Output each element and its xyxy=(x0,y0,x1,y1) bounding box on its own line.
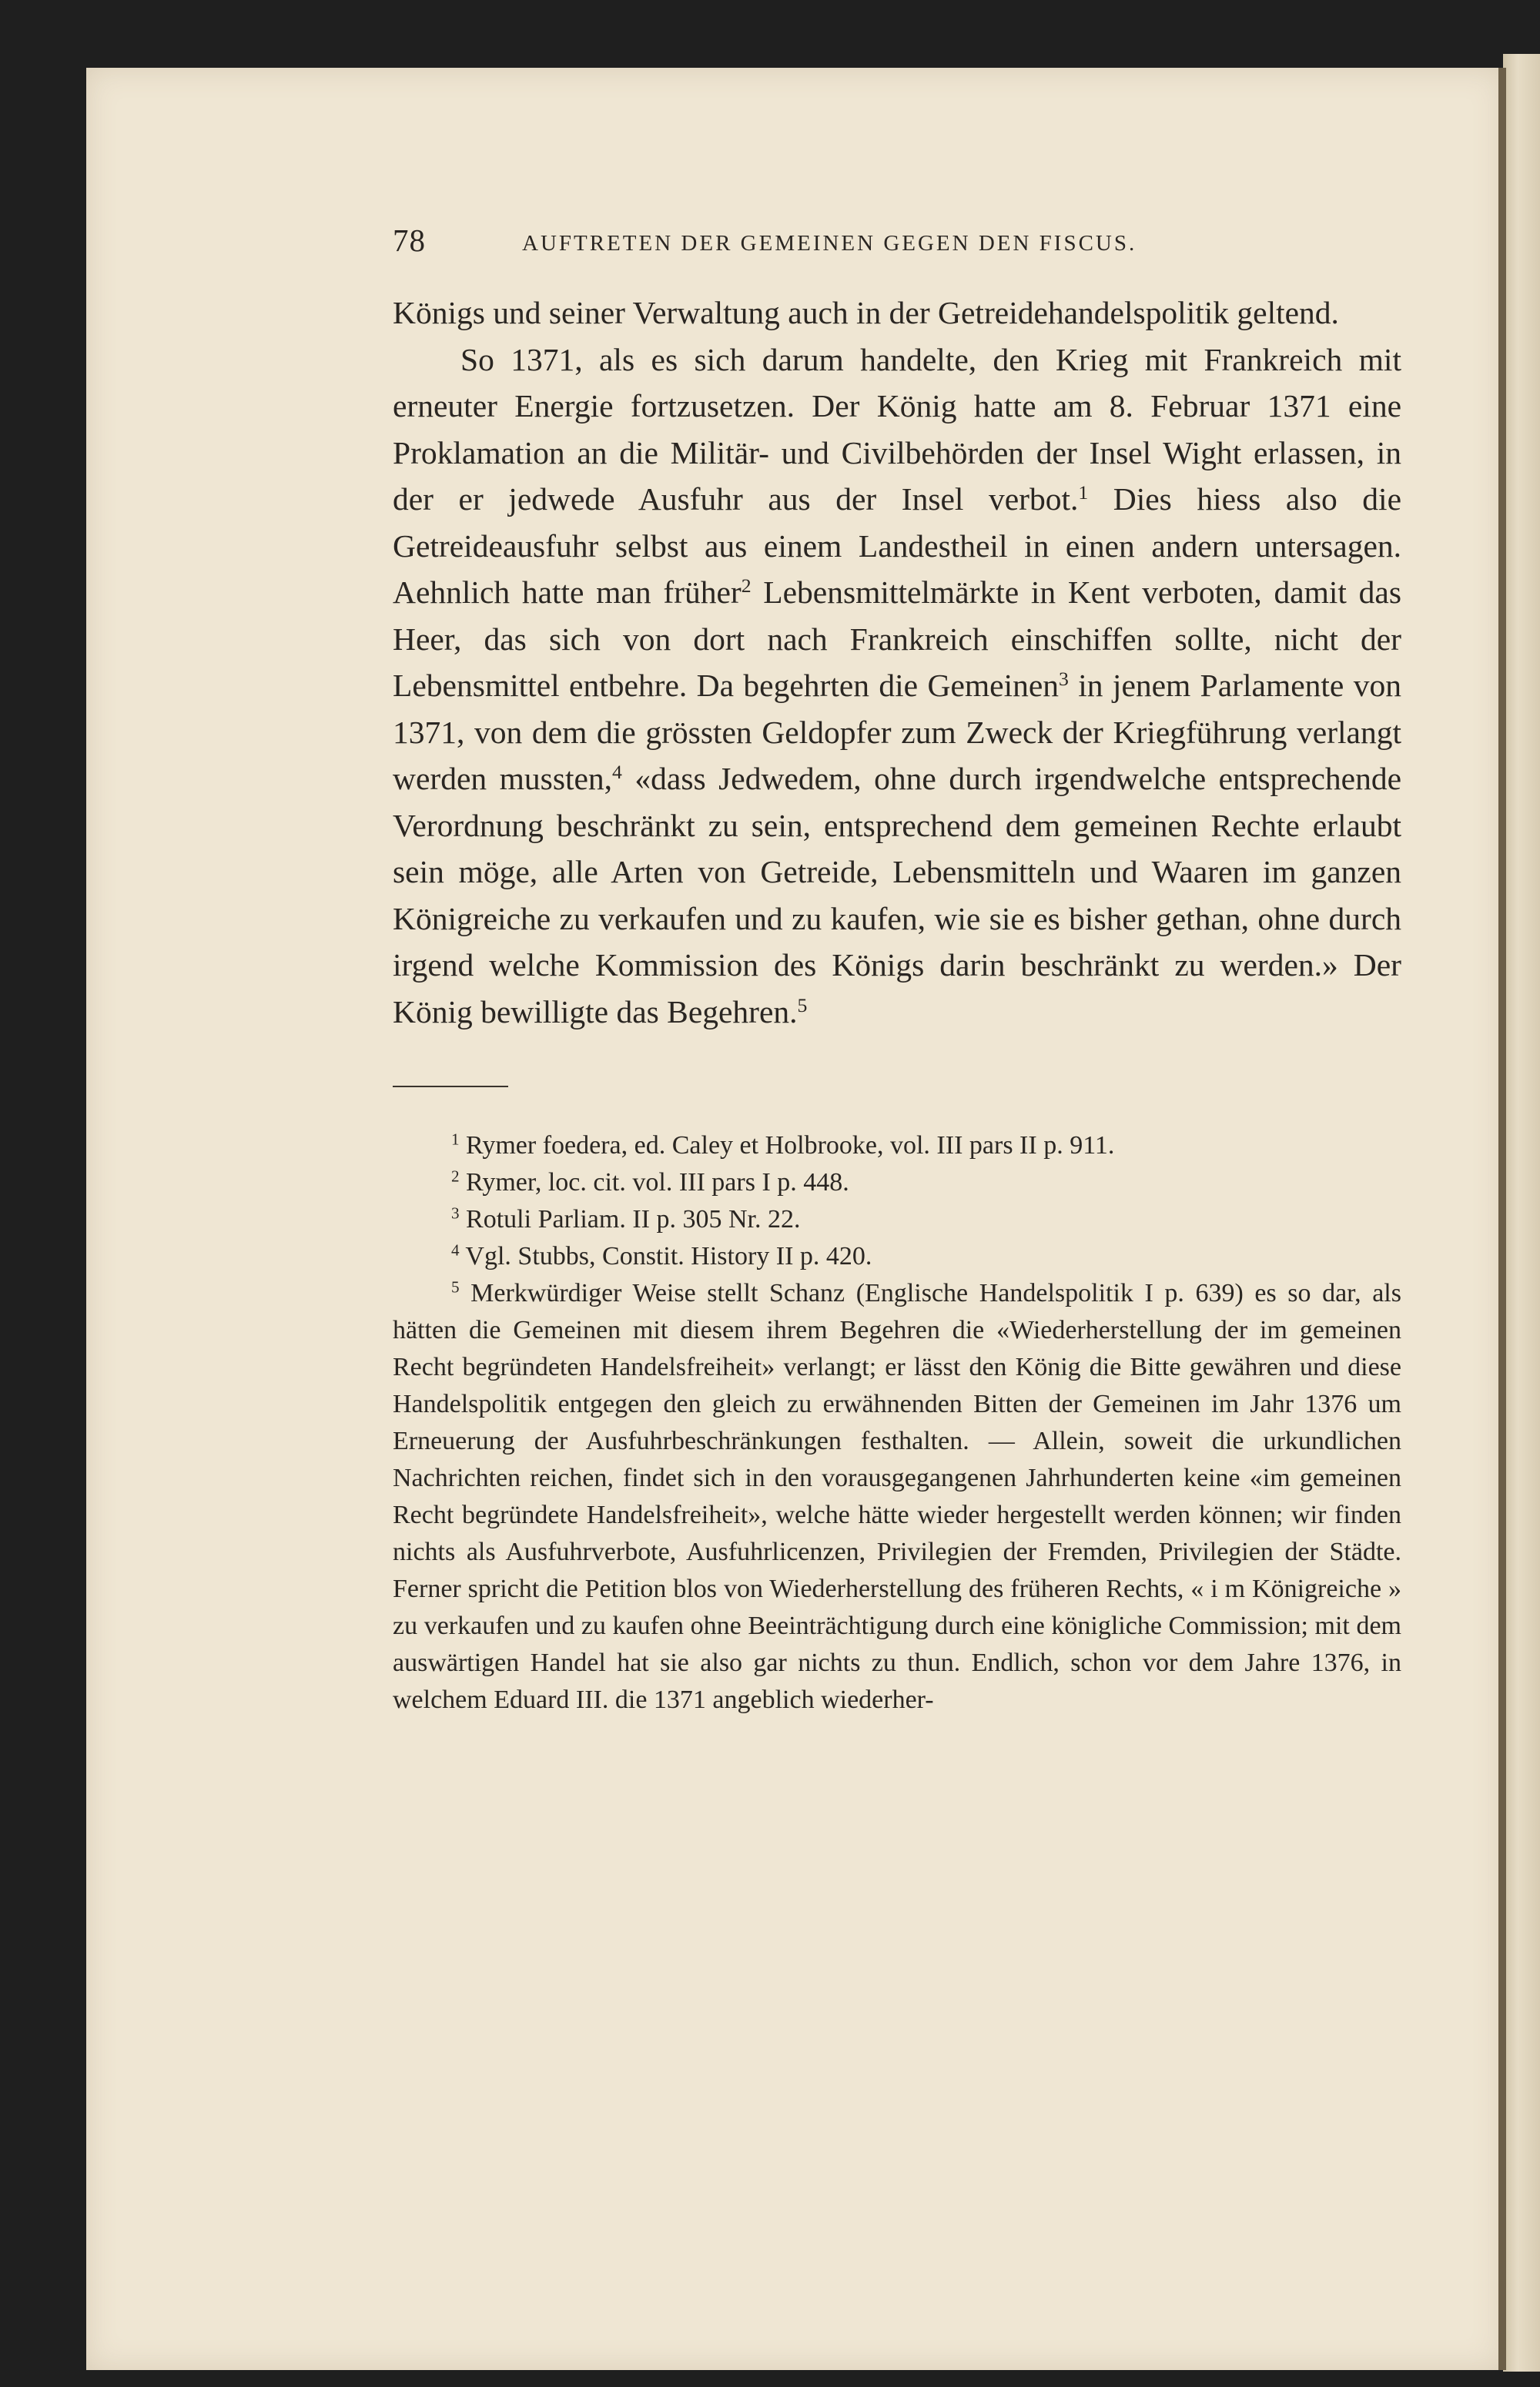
page-content xyxy=(393,222,1401,1719)
footnote-5-mark: 5 xyxy=(451,1277,460,1297)
page-number: 78 xyxy=(393,223,426,258)
page-header xyxy=(393,222,1401,273)
footnote-2-text: Rymer, loc. cit. vol. III pars I p. 448. xyxy=(459,1168,849,1197)
footnote-ref-4: 4 xyxy=(612,760,622,783)
footnote-ref-2: 2 xyxy=(741,574,752,597)
paragraph-2-part-e: «dass Jedwedem, ohne durch irgendwelche entsprechende Verordnung beschränkt zu sein, entsprechend dem gemeinen Rechte erlaubt sein möge, alle Arten von Getreide, Lebensmitteln und Waaren im ganzen Königreiche zu verkaufen und zu kaufen, wie sie es bisher gethan, ohne durch irgend welche Kommission des Königs darin beschränkt zu werden.» Der König bewilligte das Begehren. xyxy=(393,761,1401,1029)
page-gutter-shadow xyxy=(1498,68,1506,2370)
page-edge xyxy=(1503,54,1540,2372)
paragraph-2-part-d: in jenem Parlamente von 1371, von dem die grössten Geldopfer zum Zweck der Kriegführung verlangt werden mussten, xyxy=(393,668,1401,796)
footnote-2 xyxy=(393,1164,1401,1201)
footnote-5-text: Merkwürdiger Weise stellt Schanz (Englische Handelspolitik I p. 639) es so dar, als hätten die Gemeinen mit diesem ihrem Begehren die «Wiederherstellung der im gemeinen Recht begründeten Handelsfreiheit» verlangt; er lässt den König die Bitte gewähren und diese Handelspolitik entgegen den gleich zu erwähnenden Bitten der Gemeinen im Jahr 1376 um Erneuerung der Ausfuhrbeschränkungen festhalten. — Allein, soweit die urkundlichen Nachrichten reichen, findet sich in den vorausgegangenen Jahrhunderten keine «im gemeinen Recht begründete Handelsfreiheit», welche hätte wieder hergestellt werden können; wir finden nichts als Ausfuhrverbote, Ausfuhrlicenzen, Privilegien der Fremden, Privilegien der Städte. Ferner spricht die Petition blos von Wiederherstellung des früheren Rechts, « i m Königreiche » zu verkaufen und zu kaufen ohne Beeinträchtigung durch eine königliche Commission; mit dem auswärtigen Handel hat sie also gar nichts zu thun. Endlich, schon vor dem Jahre 1376, in welchem Eduard III. die 1371 angeblich wiederher- xyxy=(393,1279,1401,1714)
paragraph-2-part-b: Dies hiess also die Getreideausfuhr selbst aus einem Landestheil in einen andern untersagen. Aehnlich hatte man früher xyxy=(393,481,1401,610)
footnote-separator xyxy=(393,1086,508,1087)
footnote-4-mark: 4 xyxy=(451,1240,460,1260)
footnote-3-text: Rotuli Parliam. II p. 305 Nr. 22. xyxy=(459,1205,801,1234)
footnote-ref-5: 5 xyxy=(797,993,808,1016)
footnote-5 xyxy=(393,1275,1401,1719)
paragraph-2-part-c: Lebensmittelmärkte in Kent verboten, damit das Heer, das sich von dort nach Frankreich einschiffen sollte, nicht der Lebensmittel entbehre. Da begehrten die Gemeinen xyxy=(393,574,1401,703)
footnote-3 xyxy=(393,1201,1401,1238)
paragraph-2-part-a: So 1371, als es sich darum handelte, den Krieg mit Frankreich mit erneuter Energie fortzusetzen. Der König hatte am 8. Februar 1371 eine Proklamation an die Militär- und Civilbehörden der Insel Wight erlassen, in der er jedwede Ausfuhr aus der Insel verbot. xyxy=(393,341,1401,517)
main-text xyxy=(393,290,1401,1035)
footnote-1 xyxy=(393,1127,1401,1164)
footnotes xyxy=(393,1127,1401,1719)
footnote-4-text: Vgl. Stubbs, Constit. History II p. 420. xyxy=(459,1242,872,1270)
footnote-ref-3: 3 xyxy=(1059,667,1069,690)
paragraph-2 xyxy=(393,336,1401,1036)
footnote-2-mark: 2 xyxy=(451,1167,460,1186)
paragraph-1: Königs und seiner Verwaltung auch in der Getreidehandelspolitik geltend. xyxy=(393,295,1339,330)
footnote-1-text: Rymer foedera, ed. Caley et Holbrooke, vol. III pars II p. 911. xyxy=(459,1131,1115,1160)
running-head: AUFTRETEN DER GEMEINEN GEGEN DEN FISCUS. xyxy=(522,231,1137,256)
footnote-ref-1: 1 xyxy=(1078,480,1089,504)
footnote-3-mark: 3 xyxy=(451,1204,460,1223)
footnote-1-mark: 1 xyxy=(451,1130,460,1149)
footnote-4 xyxy=(393,1238,1401,1275)
